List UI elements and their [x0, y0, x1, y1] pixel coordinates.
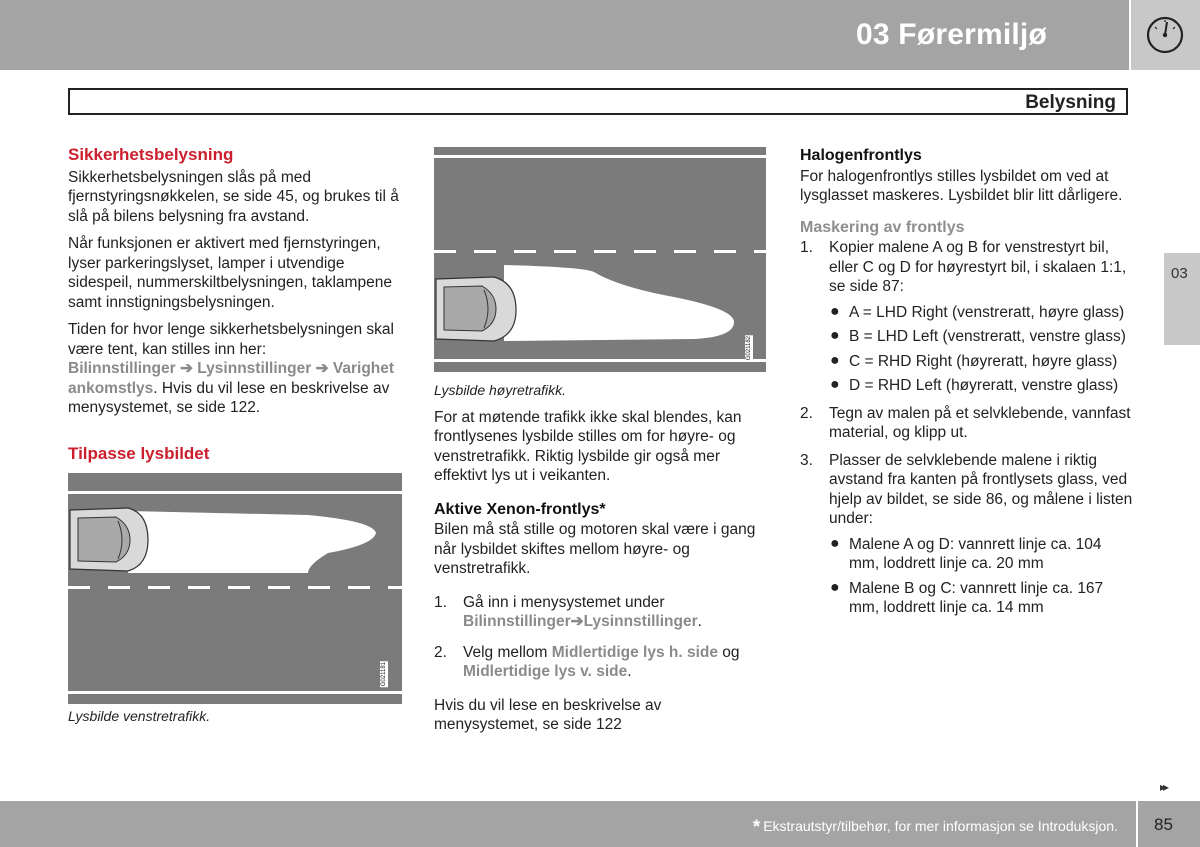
column-1: [68, 145, 403, 466]
bullet-list: [829, 535, 1134, 618]
car-beam-illustration: [68, 473, 402, 704]
side-tab-label: 03: [1171, 265, 1188, 282]
chapter-side-tab[interactable]: [1164, 253, 1200, 345]
figure-code: G021182: [746, 336, 752, 361]
column-3: [800, 146, 1134, 626]
chapter-title: 03 Førermiljø: [856, 18, 1047, 51]
list-item: 1. Gå inn i menysystemet under Bilinnstillinger➔Lysinnstillinger.: [434, 593, 702, 630]
bullet-item: ● C = RHD Right (høyreratt, høyre glass): [830, 351, 1118, 370]
arrow-icon: ➔: [315, 360, 329, 377]
chapter-icon-box: [1131, 0, 1200, 70]
bullet-icon: ●: [830, 578, 840, 596]
paragraph: Når funksjonen er aktivert med fjernstyringen, lyser parkeringslyset, lamper i utvendige sidespeil, nummerskiltbelysningen, taklampene samt innstigningsbelysningen.: [68, 235, 392, 311]
section-title: Belysning: [1025, 92, 1116, 113]
heading-active-xenon: Aktive Xenon-frontlys*: [434, 500, 606, 518]
figure-caption: Lysbilde venstretrafikk.: [68, 708, 211, 724]
bullet-icon: ●: [830, 534, 840, 552]
bullet-item: ● Malene B og C: vannrett linje ca. 167 mm, loddrett linje ca. 14 mm: [830, 578, 1104, 616]
figure-right-traffic: [434, 147, 766, 372]
steps-list: [434, 593, 766, 682]
header-band: [0, 0, 1129, 70]
menu-path-item: Bilinnstillinger: [68, 360, 176, 377]
paragraph: Sikkerhetsbelysningen slås på med fjernstyringsnøkkelen, se side 45, og brukes til å slå på bilens belysning fra avstand.: [68, 168, 399, 225]
bullet-icon: ●: [830, 351, 840, 369]
paragraph: For at møtende trafikk ikke skal blendes, kan frontlysenes lysbilde stilles om for høyre- og venstretrafikk. Riktig lysbilde gir også mer effektivt lys ut i veikanten.: [434, 408, 742, 484]
bullet-item: ● D = RHD Left (høyreratt, venstre glass): [830, 376, 1119, 394]
section-bar: [68, 88, 1128, 115]
figure-left-traffic: [68, 473, 402, 704]
list-item: 3. Plasser de selvklebende malene i riktig avstand fra kanten på frontlysets glass, ved hjelp av bildet, se side 86, og målene i listen under: ● Malene A og D: vannrett linje ca. 104 mm, loddrett linje ca. 20 mm ● Malene B og C: vannrett linje ca. 167 mm, loddrett linje ca. 14 mm: [800, 451, 1133, 616]
arrow-icon: ➔: [179, 360, 193, 377]
footnote: * Ekstrautstyr/tilbehør, for mer informasjon se Introduksjon.: [752, 817, 1118, 838]
paragraph: Hvis du vil lese en beskrivelse av menysystemet, se side 122: [434, 696, 662, 733]
bullet-icon: ●: [830, 302, 840, 320]
menu-path-item: Bilinnstillinger: [463, 613, 571, 630]
list-item: 2. Tegn av malen på et selvklebende, vannfast material, og klipp ut.: [800, 404, 1131, 441]
column-2: [434, 381, 766, 743]
menu-option: Midlertidige lys h. side: [551, 643, 718, 661]
paragraph: For halogenfrontlys stilles lysbildet om ved at lysglasset maskeres. Lysbildet blir litt dårligere.: [800, 167, 1123, 204]
figure-caption: Lysbilde høyretrafikk.: [434, 382, 567, 398]
menu-path-item: Lysinnstillinger: [583, 613, 698, 630]
bullet-icon: ●: [830, 376, 840, 393]
double-arrow-right-icon: ▸▸: [1160, 780, 1167, 794]
page-number: 85: [1154, 815, 1173, 834]
heading-safety-lighting: Sikkerhetsbelysning: [68, 145, 234, 164]
bullet-item: ● B = LHD Left (venstreratt, venstre glass): [830, 327, 1126, 345]
menu-path-item: Lysinnstillinger: [197, 360, 312, 377]
paragraph: Tiden for hvor lenge sikkerhetsbelysningen skal være tent, kan stilles inn her: Bilinnstillinger ➔ Lysinnstillinger ➔ Varighet ankomstlys. Hvis du vil lese en beskrivelse av menysystemet, se side 122.: [68, 321, 395, 416]
menu-option: Midlertidige lys v. side: [463, 663, 628, 680]
bullet-item: ● Malene A og D: vannrett linje ca. 104 mm, loddrett linje ca. 20 mm: [830, 534, 1102, 572]
paragraph: Bilen må stå stille og motoren skal være i gang når lysbildet skiftes mellom høyre- og venstretrafikk.: [434, 521, 756, 577]
footer-band: [0, 801, 1136, 847]
bullet-list: [829, 303, 1134, 396]
figure-code: G021181: [381, 662, 387, 687]
menu-path-item: Varighet ankomstlys: [68, 360, 395, 397]
bullet-item: ● A = LHD Right (venstreratt, høyre glass): [830, 302, 1125, 321]
speedometer-icon: [1131, 0, 1200, 70]
heading-halogen: Halogenfrontlys: [800, 147, 922, 164]
list-item: 2. Velg mellom Midlertidige lys h. side og Midlertidige lys v. side.: [434, 643, 740, 680]
heading-adjust-beam: Tilpasse lysbildet: [68, 443, 210, 463]
car-beam-illustration: [434, 147, 766, 372]
arrow-icon: ➔: [570, 613, 584, 630]
steps-list: [800, 238, 1134, 618]
page-number-box: [1138, 801, 1200, 847]
bullet-icon: ●: [830, 327, 840, 344]
list-item: 1. Kopier malene A og B for venstrestyrt bil, eller C og D for høyrestyrt bil, i skalaen 1:1, se side 87: ● A = LHD Right (venstreratt, høyre glass) ● B = LHD Left (venstreratt, venstre glass) ● C = RHD Right (høyreratt, høyre glass) ● D = RHD Left (høyreratt, venstre glass): [800, 238, 1134, 396]
heading-masking: Maskering av frontlys: [800, 218, 965, 236]
